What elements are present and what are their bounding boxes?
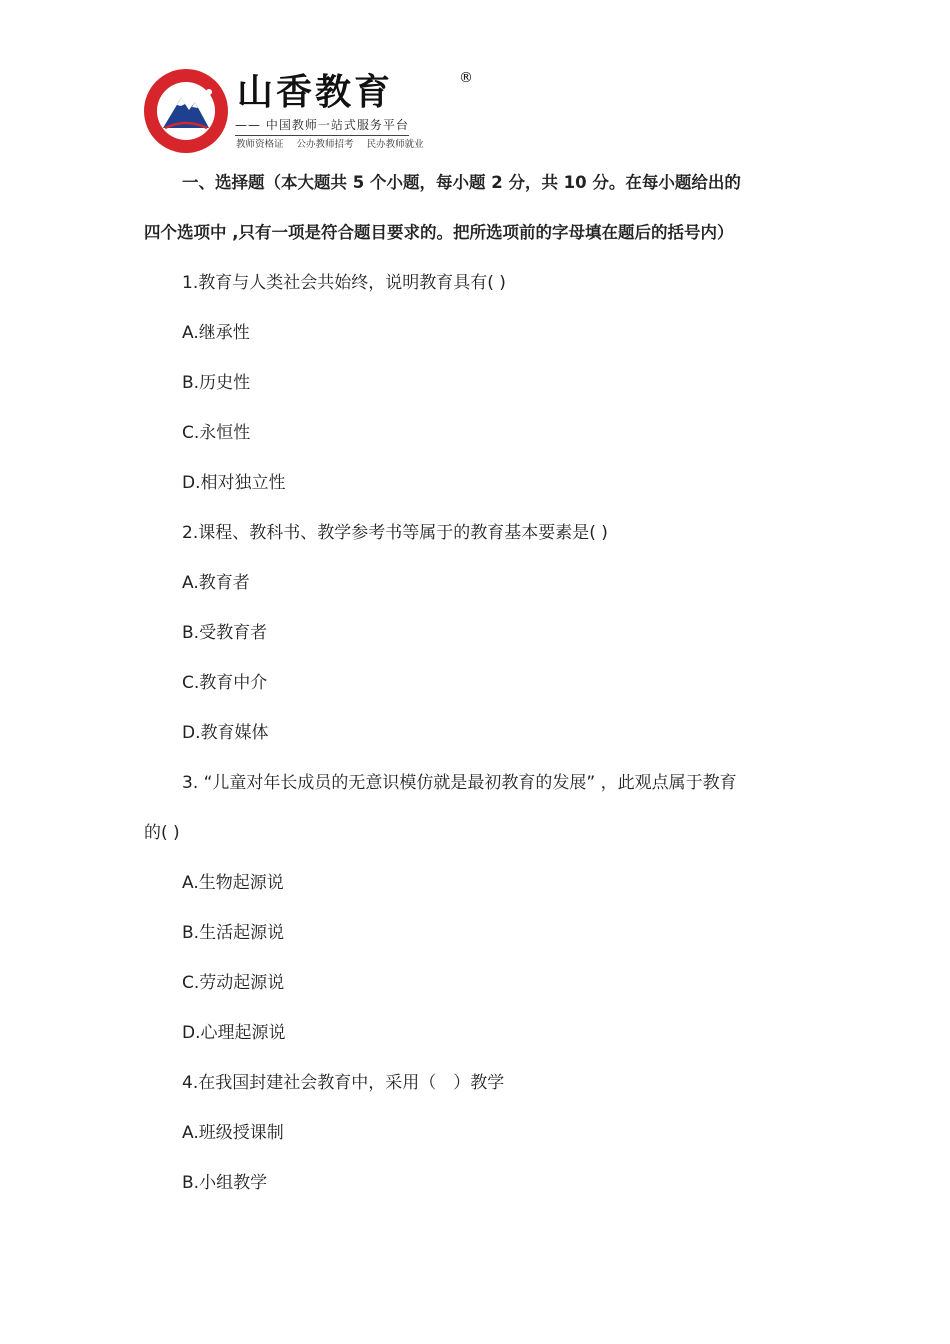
- shanxiang-emblem-icon: [143, 68, 229, 154]
- option-d: D.相对独立性: [182, 473, 286, 493]
- question-stem: 3. “儿童对年长成员的无意识模仿就是最初教育的发展” ，此观点属于教育: [182, 773, 737, 793]
- option-c: C.劳动起源说: [182, 973, 285, 993]
- option-c: C.永恒性: [182, 423, 251, 443]
- option-a: A.继承性: [182, 323, 250, 343]
- option-a: A.教育者: [182, 573, 250, 593]
- question-stem: 1.教育与人类社会共始终，说明教育具有( ): [182, 273, 506, 293]
- service-item: 公办教师招考: [296, 139, 354, 150]
- section-heading: 一、选择题（本大题共 5 个小题，每小题 2 分，共 10 分。在每小题给出的: [182, 173, 741, 192]
- option-a: A.生物起源说: [182, 873, 284, 893]
- question-stem-continued: 的( ): [144, 823, 180, 843]
- registered-mark: ®: [459, 70, 473, 86]
- option-b: B.受教育者: [182, 623, 268, 643]
- option-b: B.生活起源说: [182, 923, 285, 943]
- slogan: —— 中国教师一站式服务平台: [235, 116, 409, 136]
- service-item: 教师资格证: [236, 139, 284, 150]
- services-list: [236, 136, 434, 150]
- option-b: B.历史性: [182, 373, 251, 393]
- option-b: B.小组教学: [182, 1173, 268, 1193]
- service-item: 民办教师就业: [366, 139, 424, 150]
- brand-name: 山香教育: [237, 71, 394, 113]
- option-d: D.教育媒体: [182, 723, 269, 743]
- section-heading-continued: 四个选项中 ,只有一项是符合题目要求的。把所选项前的字母填在题后的括号内）: [144, 223, 734, 242]
- logo: [143, 68, 483, 158]
- option-d: D.心理起源说: [182, 1023, 286, 1043]
- question-stem: 2.课程、教科书、教学参考书等属于的教育基本要素是( ): [182, 523, 608, 543]
- option-a: A.班级授课制: [182, 1123, 284, 1143]
- option-c: C.教育中介: [182, 673, 268, 693]
- document-body: [144, 158, 824, 1208]
- question-stem: 4.在我国封建社会教育中，采用（ ）教学: [182, 1073, 505, 1093]
